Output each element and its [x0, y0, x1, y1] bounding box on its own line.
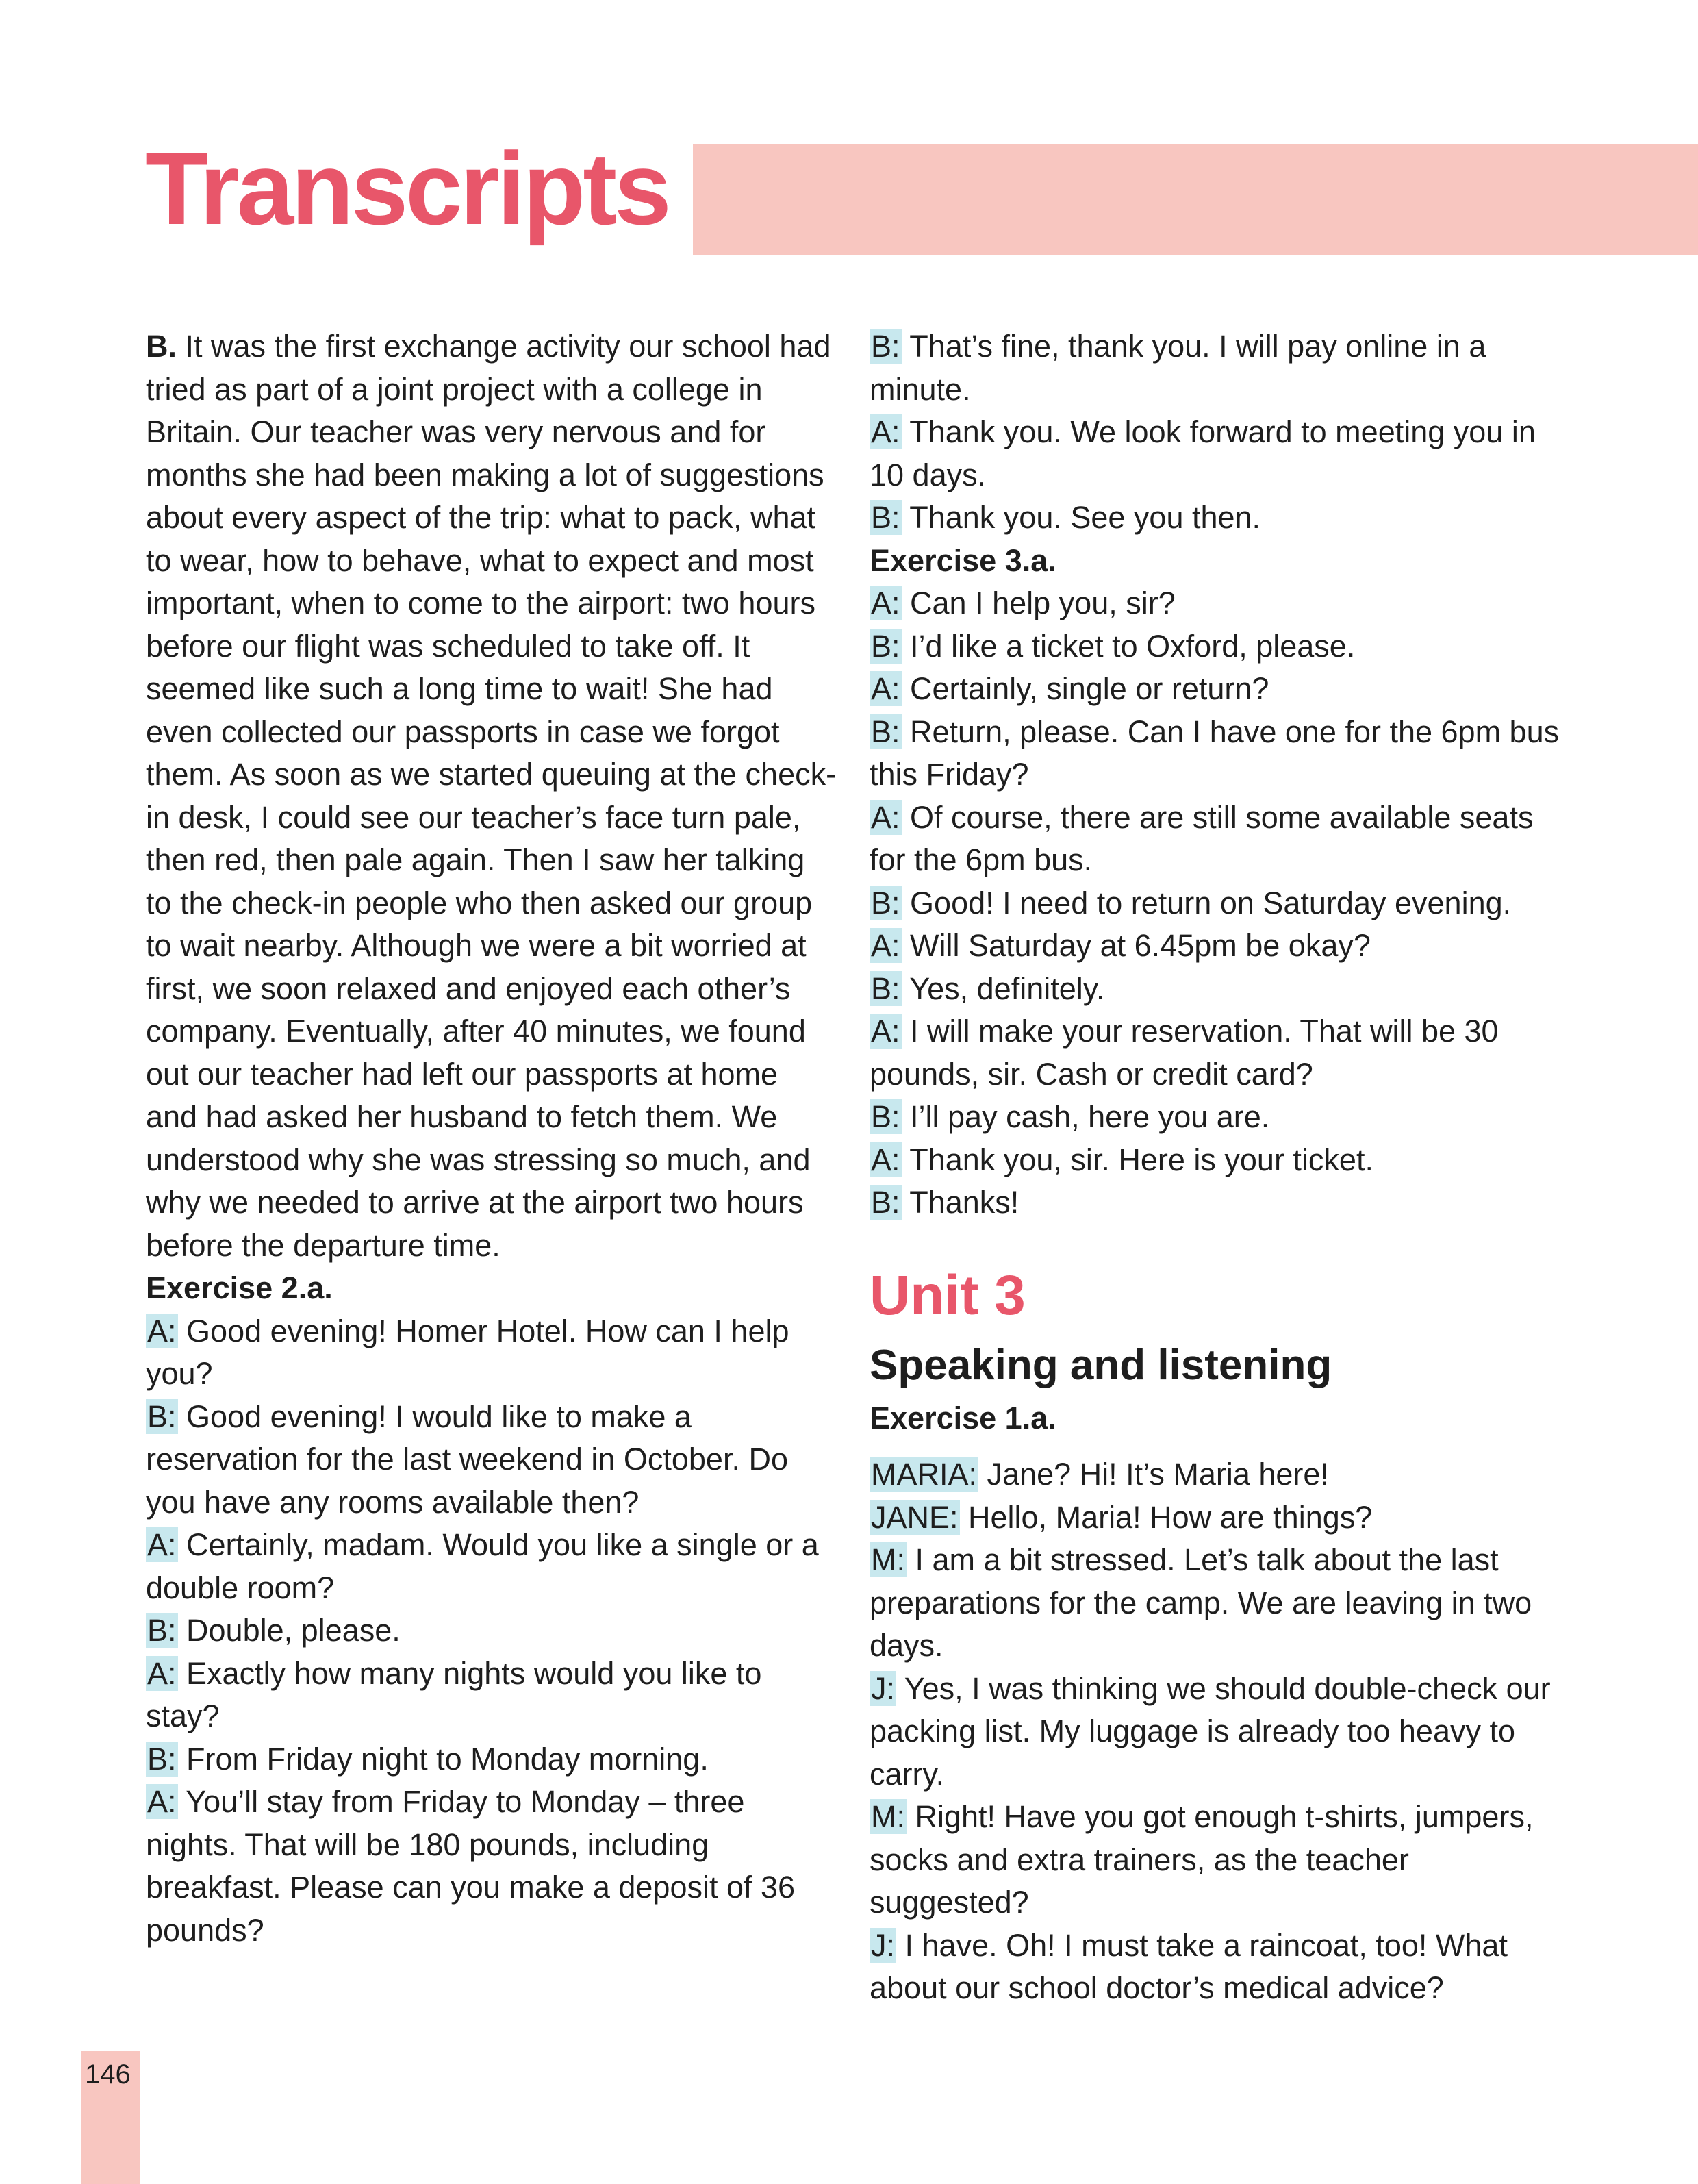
- dialogue-line: [146, 1396, 837, 1524]
- line-text: From Friday night to Monday morning.: [177, 1741, 709, 1777]
- line-text: Good evening! Homer Hotel. How can I help you?: [146, 1313, 789, 1391]
- dialogue-line: [870, 968, 1561, 1011]
- dialogue-line: [870, 582, 1561, 625]
- speaker-tag: M:: [871, 1799, 905, 1834]
- dialogue-line: [870, 1453, 1561, 1496]
- dialogue-line: [870, 1139, 1561, 1182]
- speaker-tag: A:: [147, 1313, 177, 1348]
- intro-paragraph: [146, 325, 837, 1267]
- speaker-tag: A:: [871, 586, 900, 620]
- title-banner: [693, 144, 1698, 255]
- speaker-tag: A:: [871, 928, 900, 963]
- dialogue-line: [870, 1181, 1561, 1225]
- speaker-tag: B:: [147, 1398, 177, 1434]
- speaker-tag: B:: [871, 970, 900, 1006]
- speaker-tag: J:: [871, 1670, 896, 1706]
- speaker-tag: B:: [871, 329, 900, 364]
- dialogue-line: [146, 1609, 837, 1653]
- line-text: Double, please.: [177, 1613, 401, 1648]
- line-text: Certainly, madam. Would you like a single or a double room?: [146, 1527, 819, 1605]
- dialogue-line: [870, 882, 1561, 925]
- line-text: Thank you. We look forward to meeting you in 10 days.: [870, 414, 1536, 492]
- line-text: Will Saturday at 6.45pm be okay?: [901, 928, 1371, 963]
- speaker-tag: A:: [871, 1014, 900, 1049]
- speaker-tag: J:: [871, 1927, 896, 1963]
- speaker-tag: B:: [871, 1185, 900, 1220]
- speaker-tag: A:: [147, 1527, 177, 1562]
- line-text: Can I help you, sir?: [901, 586, 1176, 620]
- speaker-tag: A:: [871, 671, 900, 706]
- line-text: Yes, I was thinking we should double-check our packing list. My luggage is already too heavy to carry.: [870, 1670, 1551, 1792]
- dialogue-line: [870, 1010, 1561, 1096]
- dialogue-line: [870, 1796, 1561, 1924]
- speaker-tag: MARIA:: [871, 1457, 978, 1492]
- dialogue-line: [870, 625, 1561, 668]
- exercise-heading-3a: Exercise 3.a.: [870, 542, 1056, 578]
- intro-label: B.: [146, 329, 177, 364]
- dialogue-line: [870, 497, 1561, 540]
- dialogue-line: [870, 1496, 1561, 1540]
- speaker-tag: A:: [147, 1655, 177, 1691]
- line-text: I’ll pay cash, here you are.: [901, 1099, 1270, 1134]
- line-text: Good evening! I would like to make a reservation for the last weekend in October. Do you have any rooms available then?: [146, 1398, 788, 1520]
- line-text: Good! I need to return on Saturday evening.: [901, 885, 1512, 920]
- line-text: Yes, definitely.: [901, 970, 1105, 1006]
- line-text: I am a bit stressed. Let’s talk about the last preparations for the camp. We are leaving in two days.: [870, 1542, 1532, 1663]
- dialogue-line: [870, 411, 1561, 497]
- dialogue-line: [146, 1310, 837, 1396]
- speaker-tag: A:: [147, 1784, 177, 1819]
- speaker-tag: B:: [871, 1099, 900, 1134]
- section-title: Speaking and listening: [870, 1341, 1332, 1389]
- dialogue-line: [146, 1653, 837, 1738]
- speaker-tag: B:: [871, 885, 900, 920]
- line-text: I’d like a ticket to Oxford, please.: [901, 628, 1356, 664]
- line-text: Thank you, sir. Here is your ticket.: [901, 1142, 1373, 1177]
- dialogue-line: [870, 1096, 1561, 1139]
- line-text: Thank you. See you then.: [901, 500, 1261, 535]
- speaker-tag: M:: [871, 1542, 905, 1577]
- speaker-tag: B:: [147, 1741, 177, 1777]
- dialogue-line: [146, 1781, 837, 1952]
- intro-text: It was the first exchange activity our school had tried as part of a joint project with a college in Britain. Our teacher was very nervous and for months she had been making a lot of suggestions about every aspect of the trip: what to pack, what to wear, how to behave, what to expect and most important, when to come to the airport: two hours before our flight was scheduled to take off. It seemed like such a long time to wait! She had even collected our passports in case we forgot them. As soon as we started queuing at the check-in desk, I could see our teacher’s face turn pale, then red, then pale again. Then I saw her talking to the check-in people who then asked our group to wait nearby. Although we were a bit worried at first, we soon relaxed and enjoyed each other’s company. Eventually, after 40 minutes, we found out our teacher had left our passports at home and had asked her husband to fetch them. We understood why she was stressing so much, and why we needed to arrive at the airport two hours before the departure time.: [146, 329, 837, 1263]
- dialogue-line: [870, 1924, 1561, 2010]
- speaker-tag: A:: [871, 1142, 900, 1177]
- speaker-tag: JANE:: [871, 1499, 959, 1535]
- dialogue-line: [870, 796, 1561, 882]
- dialogue-line: [870, 1539, 1561, 1668]
- line-text: That’s fine, thank you. I will pay online in a minute.: [870, 329, 1486, 407]
- line-text: Return, please. Can I have one for the 6pm bus this Friday?: [870, 714, 1560, 792]
- speaker-tag: A:: [871, 414, 900, 449]
- exercise-heading-2a: Exercise 2.a.: [146, 1270, 333, 1305]
- page-number: 146: [85, 2059, 131, 2089]
- unit-title: Unit 3: [870, 1264, 1026, 1327]
- dialogue-line: [870, 1668, 1561, 1796]
- line-text: Hello, Maria! How are things?: [959, 1499, 1373, 1535]
- right-column: [870, 325, 1561, 2010]
- dialogue-line: [870, 925, 1561, 968]
- line-text: I will make your reservation. That will be 30 pounds, sir. Cash or credit card?: [870, 1014, 1499, 1092]
- line-text: Right! Have you got enough t-shirts, jumpers, socks and extra trainers, as the teacher suggested?: [870, 1799, 1534, 1920]
- speaker-tag: B:: [147, 1613, 177, 1648]
- speaker-tag: A:: [871, 799, 900, 835]
- left-column: [146, 325, 837, 1952]
- speaker-tag: B:: [871, 500, 900, 535]
- exercise-heading-1a: Exercise 1.a.: [870, 1400, 1056, 1435]
- line-text: Certainly, single or return?: [901, 671, 1269, 706]
- speaker-tag: B:: [871, 714, 900, 749]
- line-text: You’ll stay from Friday to Monday – three nights. That will be 180 pounds, including breakfast. Please can you make a deposit of 36 pounds?: [146, 1784, 796, 1948]
- line-text: I have. Oh! I must take a raincoat, too! What about our school doctor’s medical advice?: [870, 1927, 1508, 2005]
- dialogue-line: [870, 668, 1561, 711]
- line-text: Exactly how many nights would you like to stay?: [146, 1655, 762, 1733]
- dialogue-line: [146, 1738, 837, 1781]
- line-text: Of course, there are still some available seats for the 6pm bus.: [870, 799, 1534, 877]
- dialogue-line: [146, 1524, 837, 1609]
- line-text: Thanks!: [901, 1185, 1019, 1220]
- page-title: Transcripts: [145, 131, 669, 246]
- line-text: Jane? Hi! It’s Maria here!: [978, 1457, 1329, 1492]
- dialogue-line: [870, 325, 1561, 411]
- speaker-tag: B:: [871, 628, 900, 664]
- dialogue-line: [870, 711, 1561, 796]
